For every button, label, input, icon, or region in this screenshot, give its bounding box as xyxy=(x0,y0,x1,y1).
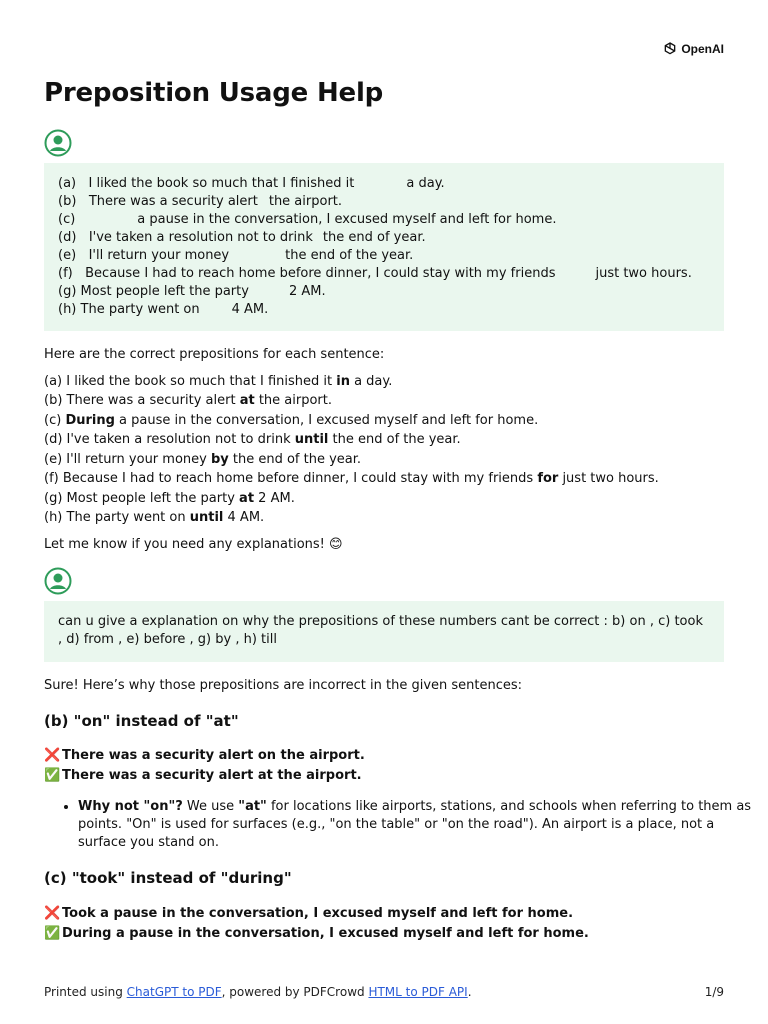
question-line: (a) I liked the book so much that I finished it a day. xyxy=(58,176,445,191)
wrong-example: ❌ There was a security alert on the airport. xyxy=(44,746,365,766)
check-mark-icon: ✅ xyxy=(44,767,61,783)
response-closing: Let me know if you need any explanations! 😊 xyxy=(44,536,343,552)
question-line: (b) There was a security alert the airport. xyxy=(58,194,343,209)
question-line: (h) The party went on 4 AM. xyxy=(58,302,269,317)
answer-line: (b) There was a security alert at the airport. xyxy=(44,393,332,408)
question-line: (e) I'll return your money the end of the year. xyxy=(58,248,414,263)
user-message-text: can u give a explanation on why the prepositions of these numbers cant be correct : b) on , c) took , d) from , e) before , g) by , h) till xyxy=(58,614,703,647)
user-avatar-icon xyxy=(44,567,72,595)
user-avatar xyxy=(44,129,72,157)
example-pair-c xyxy=(44,904,589,943)
user-avatar-icon xyxy=(44,129,72,157)
brand-name: OpenAI xyxy=(681,42,724,56)
openai-logo-icon xyxy=(662,41,678,57)
assistant-response-1 xyxy=(44,345,724,554)
reason-item: • Why not "on"? We use "at" for locations like airports, stations, and schools when referring to them as points. "On" is used for surfaces (e.g., "on the table" or "on the road"). An airport is a place, not a surface you stand on. xyxy=(78,798,758,852)
cross-mark-icon: ❌ xyxy=(44,748,61,763)
user-avatar xyxy=(44,567,72,595)
page-number: 1/9 xyxy=(704,985,724,999)
section-heading-c: (c) "took" instead of "during" xyxy=(44,869,292,887)
user-message-2 xyxy=(44,601,724,662)
user-message-1 xyxy=(44,163,724,331)
section-heading-b: (b) "on" instead of "at" xyxy=(44,712,239,730)
answer-line: (d) I've taken a resolution not to drink until the end of the year. xyxy=(44,432,461,447)
openai-logo xyxy=(662,41,724,57)
assistant-response-2-intro xyxy=(44,676,724,696)
question-line: (f) Because I had to reach home before dinner, I could stay with my friends just two hours. xyxy=(58,266,692,281)
example-pair-b xyxy=(44,746,365,785)
page-title: Preposition Usage Help xyxy=(44,78,384,108)
answer-line: (g) Most people left the party at 2 AM. xyxy=(44,490,295,506)
question-line: (d) I've taken a resolution not to drink the end of year. xyxy=(58,230,426,245)
cross-mark-icon: ❌ xyxy=(44,906,61,921)
chatgpt-to-pdf-link[interactable]: ChatGPT to PDF xyxy=(126,985,222,999)
answer-list xyxy=(44,372,724,528)
html-to-pdf-api-link[interactable]: HTML to PDF API xyxy=(368,985,468,999)
answer-line: (c) During a pause in the conversation, I excused myself and left for home. xyxy=(44,412,539,428)
page-footer xyxy=(44,985,724,999)
wrong-example: ❌ Took a pause in the conversation, I excused myself and left for home. xyxy=(44,904,589,924)
question-line: (g) Most people left the party 2 AM. xyxy=(58,284,326,299)
answer-line: (a) I liked the book so much that I finished it in a day. xyxy=(44,373,393,389)
answer-line: (h) The party went on until 4 AM. xyxy=(44,510,265,525)
reason-list-b xyxy=(44,798,758,852)
answer-line: (f) Because I had to reach home before dinner, I could stay with my friends for just two hours. xyxy=(44,471,659,486)
check-mark-icon: ✅ xyxy=(44,925,61,941)
response-intro: Sure! Here’s why those prepositions are incorrect in the given sentences: xyxy=(44,678,523,693)
right-example: ✅ During a pause in the conversation, I excused myself and left for home. xyxy=(44,924,589,944)
response-intro: Here are the correct prepositions for each sentence: xyxy=(44,347,385,362)
right-example: ✅ There was a security alert at the airport. xyxy=(44,766,365,786)
answer-line: (e) I'll return your money by the end of the year. xyxy=(44,451,362,467)
question-line: (c) a pause in the conversation, I excused myself and left for home. xyxy=(58,212,557,227)
footer-credit: Printed using ChatGPT to PDF, powered by PDFCrowd HTML to PDF API. xyxy=(44,985,472,999)
